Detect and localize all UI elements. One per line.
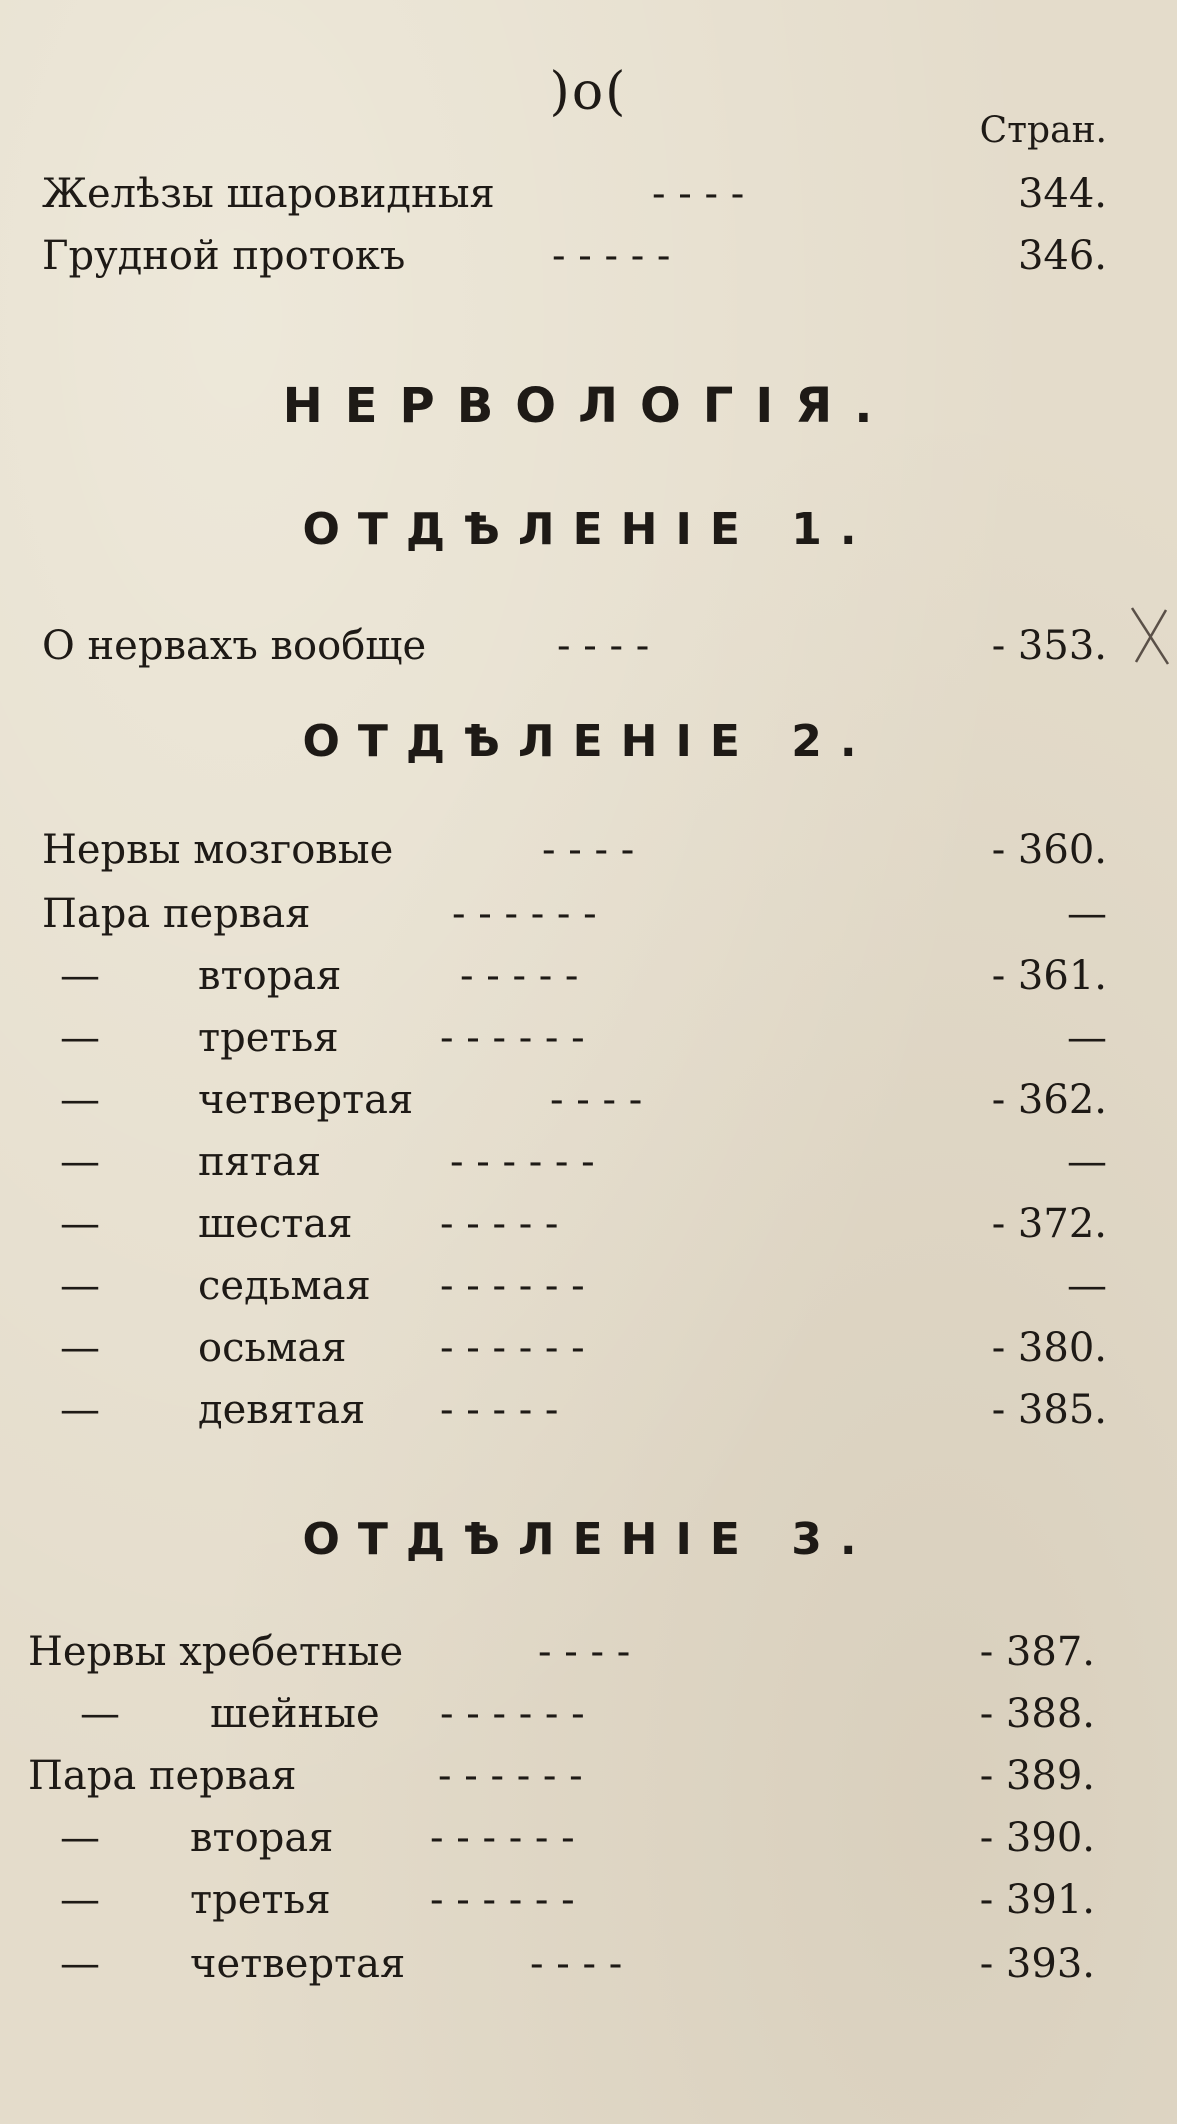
toc-entry: [60, 1934, 1095, 1994]
toc-entry: [60, 1070, 1107, 1130]
leader-dashes: - - - - - -: [438, 1753, 583, 1799]
entry-page-number: —: [1067, 1015, 1107, 1061]
entry-label: седьмая: [198, 1263, 371, 1309]
entry-prefix-dash: —: [60, 1877, 100, 1923]
leader-dashes: - - - - -: [440, 1387, 559, 1433]
entry-page-number: - 385.: [991, 1387, 1107, 1433]
toc-entry: [42, 164, 1107, 224]
entry-label: третья: [198, 1015, 339, 1061]
entry-prefix-dash: —: [80, 1691, 120, 1737]
leader-dashes: - - - -: [550, 1077, 643, 1123]
leader-dashes: - - - - -: [552, 233, 671, 279]
leader-dashes: - - - -: [557, 623, 650, 669]
entry-label: девятая: [198, 1387, 366, 1433]
entry-label: четвертая: [198, 1077, 414, 1123]
entry-prefix-dash: —: [60, 1325, 100, 1371]
entry-prefix-dash: —: [60, 1941, 100, 1987]
entry-label: Нервы хребетные: [28, 1629, 404, 1675]
entry-label: Желѣзы шаровидныя: [42, 171, 495, 217]
entry-label: третья: [190, 1877, 331, 1923]
entry-page-number: - 360.: [991, 827, 1107, 873]
entry-prefix-dash: —: [60, 1201, 100, 1247]
entry-prefix-dash: —: [60, 1015, 100, 1061]
toc-entry: [28, 1746, 1095, 1806]
section-heading: ОТДѢЛЕНІЕ 2.: [302, 716, 875, 767]
section-heading: ОТДѢЛЕНІЕ 1.: [302, 504, 875, 555]
entry-page-number: - 393.: [979, 1941, 1095, 1987]
entry-page-number: - 388.: [979, 1691, 1095, 1737]
entry-label: Нервы мозговые: [42, 827, 394, 873]
leader-dashes: - - - - - -: [430, 1815, 575, 1861]
entry-page-number: —: [1067, 1263, 1107, 1309]
toc-entry: [60, 1194, 1107, 1254]
toc-entry: [60, 1318, 1107, 1378]
leader-dashes: - - - - -: [460, 953, 579, 999]
toc-entry: [60, 1380, 1107, 1440]
toc-entry: [60, 1870, 1095, 1930]
page-header-ornament: )o(: [549, 62, 628, 122]
toc-entry: [60, 946, 1107, 1006]
toc-entry: [80, 1684, 1095, 1744]
entry-label: Пара первая: [28, 1753, 297, 1799]
entry-label: четвертая: [190, 1941, 406, 1987]
entry-prefix-dash: —: [60, 953, 100, 999]
entry-page-number: - 372.: [991, 1201, 1107, 1247]
entry-page-number: —: [1067, 1139, 1107, 1185]
toc-entry: [42, 226, 1107, 286]
entry-page-number: - 353.: [991, 623, 1107, 669]
entry-prefix-dash: —: [60, 1387, 100, 1433]
entry-label: осьмая: [198, 1325, 347, 1371]
toc-entry: [60, 1008, 1107, 1068]
leader-dashes: - - - - - -: [440, 1325, 585, 1371]
leader-dashes: - - - -: [542, 827, 635, 873]
entry-label: О нервахъ вообще: [42, 623, 427, 669]
entry-label: шейные: [210, 1691, 380, 1737]
leader-dashes: - - - - - -: [440, 1691, 585, 1737]
entry-page-number: - 391.: [979, 1877, 1095, 1923]
entry-page-number: 346.: [1017, 233, 1107, 279]
leader-dashes: - - - - -: [440, 1201, 559, 1247]
entry-page-number: - 390.: [979, 1815, 1095, 1861]
leader-dashes: - - - -: [538, 1629, 631, 1675]
leader-dashes: - - - - - -: [452, 891, 597, 937]
toc-entry: [42, 616, 1107, 676]
toc-entry: [60, 1256, 1107, 1316]
section-heading: ОТДѢЛЕНІЕ 3.: [302, 1514, 875, 1565]
leader-dashes: - - - - - -: [430, 1877, 575, 1923]
page-column-label: Стран.: [979, 110, 1107, 151]
entry-page-number: - 387.: [979, 1629, 1095, 1675]
leader-dashes: - - - - - -: [450, 1139, 595, 1185]
entry-page-number: - 380.: [991, 1325, 1107, 1371]
leader-dashes: - - - -: [652, 171, 745, 217]
entry-label: вторая: [198, 953, 342, 999]
entry-page-number: - 361.: [991, 953, 1107, 999]
leader-dashes: - - - - - -: [440, 1015, 585, 1061]
entry-prefix-dash: —: [60, 1077, 100, 1123]
entry-page-number: - 362.: [991, 1077, 1107, 1123]
entry-prefix-dash: —: [60, 1139, 100, 1185]
entry-label: шестая: [198, 1201, 353, 1247]
toc-entry: [28, 1622, 1095, 1682]
entry-label: Пара первая: [42, 891, 311, 937]
leader-dashes: - - - -: [530, 1941, 623, 1987]
toc-entry: [42, 884, 1107, 944]
pencil-cross-mark-icon: [1128, 604, 1172, 668]
toc-entry: [42, 820, 1107, 880]
leader-dashes: - - - - - -: [440, 1263, 585, 1309]
entry-prefix-dash: —: [60, 1815, 100, 1861]
entry-label: вторая: [190, 1815, 334, 1861]
main-title: НЕРВОЛОГІЯ.: [282, 378, 895, 434]
entry-prefix-dash: —: [60, 1263, 100, 1309]
toc-entry: [60, 1132, 1107, 1192]
entry-label: пятая: [198, 1139, 322, 1185]
entry-page-number: - 389.: [979, 1753, 1095, 1799]
entry-page-number: 344.: [1017, 171, 1107, 217]
toc-entry: [60, 1808, 1095, 1868]
entry-page-number: —: [1067, 891, 1107, 937]
entry-label: Грудной протокъ: [42, 233, 406, 279]
